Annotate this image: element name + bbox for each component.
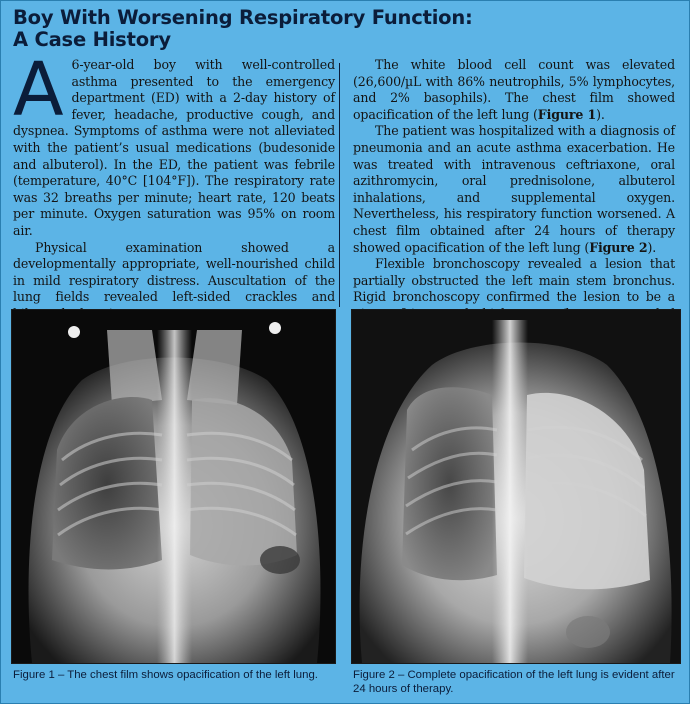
left-column xyxy=(13,47,335,323)
labs-text-end: ). xyxy=(596,106,605,122)
column-divider xyxy=(339,63,340,307)
paragraph-bronchoscopy: Flexible bronchoscopy revealed a lesion that partially obstructed the left main stem bronchus. Rigid bronchoscopy confirmed the lesion to be a xyxy=(353,256,675,305)
drop-cap: A xyxy=(13,47,64,133)
right-column xyxy=(353,57,675,339)
paragraph-treatment xyxy=(353,123,675,256)
treatment-text: The patient was hospitalized with a diagnosis of pneumonia and an acute asthma exacerbation. He was treated with intravenous ceftriaxone, oral azithromycin, oral prednisolone, albuterol inhalations, and supplemental oxygen. Nevertheless, his respiratory function worsened. A chest film obtained after 24 hours of therapy showed opacification of the left lung ( xyxy=(353,123,675,255)
article-title xyxy=(13,7,653,51)
figure-1-xray-image xyxy=(11,309,336,664)
paragraph-exam: Physical examination showed a developmentally appropriate, well-nourished child in mild respiratory distress. Auscultation of the lung fields revealed left-sided crackles and xyxy=(13,239,335,305)
figure-1-caption: Figure 1 – The chest film shows opacification of the left lung. xyxy=(13,669,318,681)
paragraph-labs xyxy=(353,57,675,123)
figure-1-reference: Figure 1 xyxy=(537,106,597,122)
figure-2-reference: Figure 2 xyxy=(589,239,648,255)
title-line-2: A Case History xyxy=(13,28,171,51)
title-line-1: Boy With Worsening Respiratory Function: xyxy=(13,6,473,29)
figure-2-xray-image xyxy=(351,309,681,664)
labs-text: The white blood cell count was elevated (26,600/µL with 86% neutrophils, 5% lymphocytes, and 2% basophils). The chest film showed opacification of the left lung ( xyxy=(353,57,675,122)
figure-2-caption: Figure 2 – Complete opacification of the left lung is evident after 24 hours of therapy. xyxy=(353,669,675,695)
treatment-text-end: ). xyxy=(647,239,657,255)
paragraph-intro xyxy=(13,47,335,240)
intro-text: 6-year-old boy with well-controlled asthma presented to the emergency department (ED) with a 2-day history of fever, headache, productive cough, and dyspnea. Symptoms of asthma were not alleviated with the patient’s usual medications (budesonide and albuterol). In the ED, the patient was febrile (temperature, 40°C [104°F]). The respiratory rate was 32 breaths per minute; heart rate, 120 beats per minute. Oxygen saturation was 95% on room air. xyxy=(13,57,335,238)
